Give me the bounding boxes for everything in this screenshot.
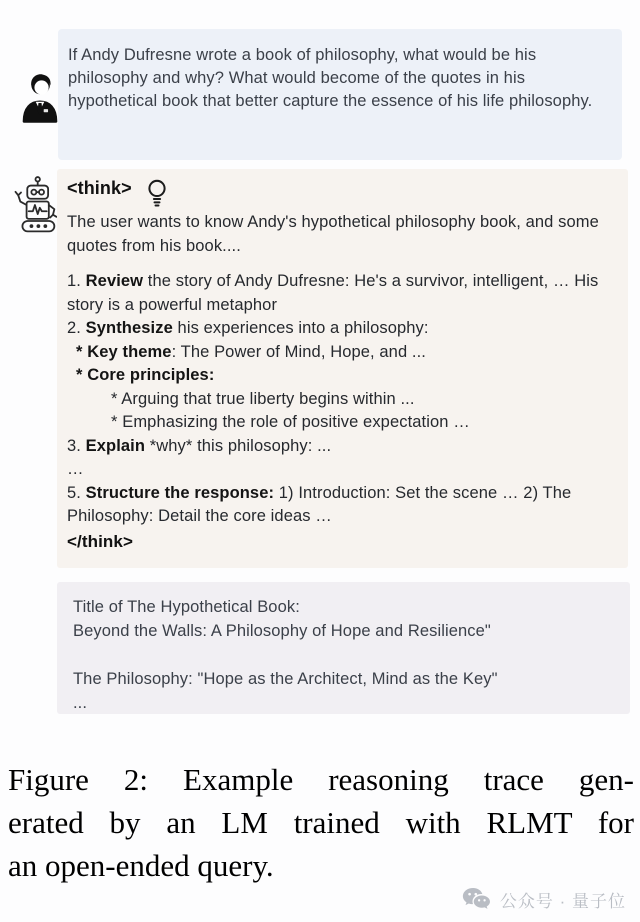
- caption-line: an open-ended query.: [8, 848, 274, 883]
- response-line: ...: [73, 694, 88, 712]
- think-list-item: 5. Structure the response: 1) Introduction: Set the scene … 2) The Philosophy: Detail the core ideas …: [67, 483, 572, 525]
- businessman-icon: [20, 72, 60, 124]
- user-avatar: [20, 72, 60, 124]
- user-query-text: If Andy Dufresne wrote a book of philosophy, what would be his philosophy and why? What would become of the quotes in his hypothetical book that better capture the essence of his life philosophy.: [68, 46, 593, 110]
- think-list-item: 3. Explain *why* this philosophy: ...: [67, 436, 332, 455]
- think-trace-panel: [57, 169, 628, 568]
- think-close-tag: </think>: [67, 531, 133, 551]
- lightbulb-icon: [146, 178, 168, 208]
- caption-line: Figure 2: Example reasoning trace gen-: [8, 762, 634, 797]
- figure-caption: [8, 758, 634, 887]
- response-panel: [57, 582, 630, 714]
- think-list-item: 2. Synthesize his experiences into a philosophy:: [67, 319, 429, 337]
- response-line: Title of The Hypothetical Book:: [73, 598, 300, 616]
- user-query-bubble: [58, 29, 622, 160]
- think-intro: The user wants to know Andy's hypothetical philosophy book, and some quotes from his book....: [67, 213, 599, 255]
- think-open-tag: <think>: [67, 178, 132, 198]
- response-line: Beyond the Walls: A Philosophy of Hope and Resilience": [73, 622, 491, 640]
- think-list-item: * Key theme: The Power of Mind, Hope, and ...: [76, 342, 426, 361]
- think-list-item: 1. Review the story of Andy Dufresne: He's a survivor, intelligent, … His story is a powerful metaphor: [67, 272, 599, 314]
- response-line: [73, 643, 616, 667]
- think-header: [67, 177, 616, 209]
- think-list-item: * Core principles:: [76, 366, 215, 384]
- caption-line: erated by an LM trained with RLMT for: [8, 805, 634, 840]
- robot-icon: [12, 172, 62, 238]
- think-list-item: * Emphasizing the role of positive expectation …: [111, 413, 470, 431]
- think-list-item: …: [67, 460, 84, 478]
- assistant-avatar: [12, 172, 62, 238]
- wechat-icon: [462, 887, 492, 911]
- watermark-text: 公众号 · 量子位: [499, 891, 626, 911]
- think-list-item: * Arguing that true liberty begins within ...: [111, 389, 415, 408]
- watermark: [462, 884, 626, 914]
- response-line: The Philosophy: "Hope as the Architect, Mind as the Key": [73, 670, 498, 688]
